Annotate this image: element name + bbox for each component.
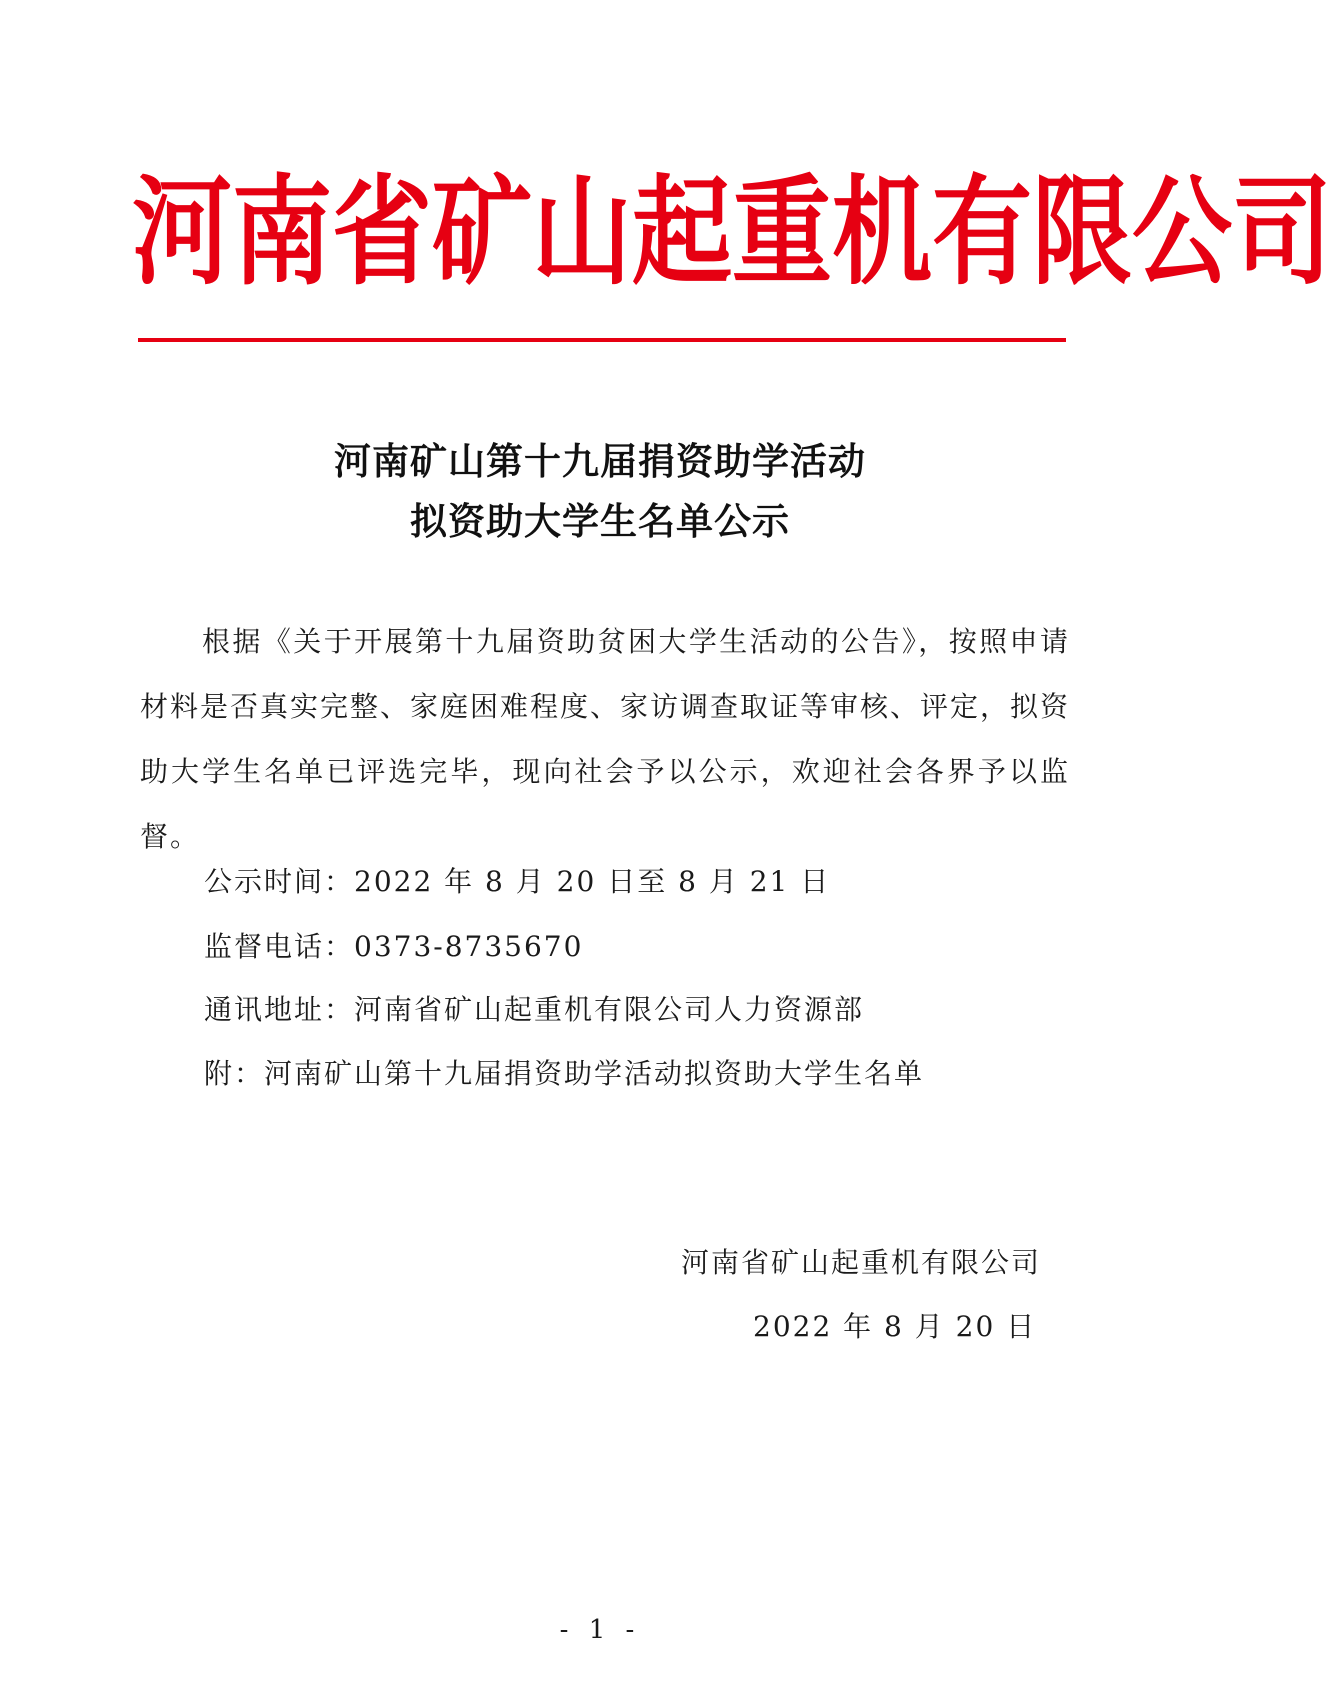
- body-paragraph: 根据《关于开展第十九届资助贫困大学生活动的公告》，按照申请材料是否真实完整、家庭困难程度、家访调查取证等审核、评定，拟资助大学生名单已评选完毕，现向社会予以公示，欢迎社会各界予以监督。: [140, 625, 1071, 853]
- document-title-line-2: 拟资助大学生名单公示: [410, 500, 790, 543]
- page-number: - 1 -: [559, 1615, 641, 1645]
- attachment-note: 附：河南矿山第十九届捐资助学活动拟资助大学生名单: [204, 1057, 925, 1090]
- signature-company: 河南省矿山起重机有限公司: [681, 1246, 1042, 1279]
- publicity-time: 公示时间：2022 年 8 月 20 日至 8 月 21 日: [204, 865, 831, 898]
- signature-date: 2022 年 8 月 20 日: [753, 1310, 1037, 1343]
- document-title-line-1: 河南矿山第十九届捐资助学活动: [334, 440, 866, 483]
- letterhead-text: 河南省矿山起重机有限公司: [132, 163, 1332, 302]
- letterhead-company-name: [132, 163, 1332, 302]
- mailing-address: 通讯地址：河南省矿山起重机有限公司人力资源部: [204, 993, 865, 1026]
- letterhead-red-rule: [138, 338, 1066, 342]
- supervision-phone: 监督电话：0373-8735670: [204, 930, 584, 963]
